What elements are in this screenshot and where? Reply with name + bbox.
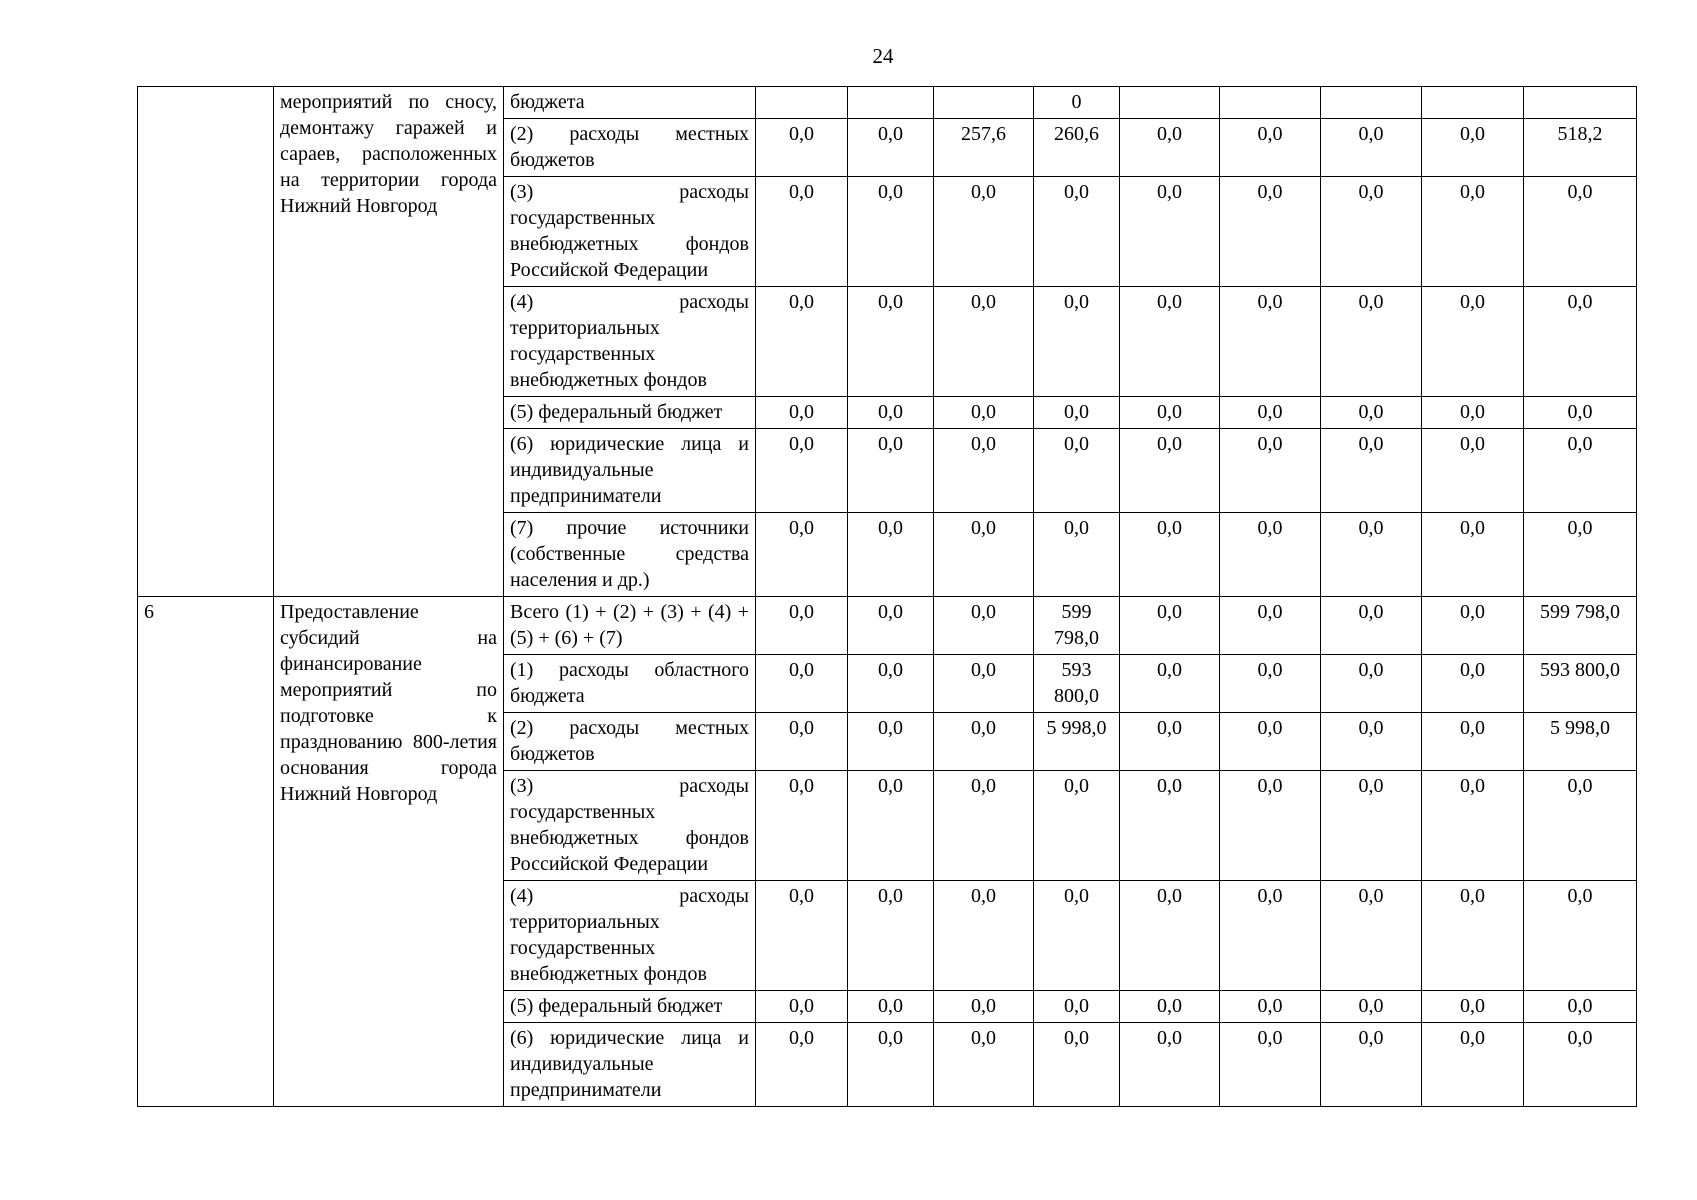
value-cell: 0,0 xyxy=(1524,429,1637,513)
value-cell: 5 998,0 xyxy=(1524,713,1637,771)
value-cell: 0,0 xyxy=(848,429,934,513)
value-cell: 0,0 xyxy=(1120,177,1220,287)
value-cell: 0,0 xyxy=(848,881,934,991)
value-cell: 0,0 xyxy=(1120,287,1220,397)
value-cell: 0,0 xyxy=(756,119,848,177)
funding-source-cell: бюджета xyxy=(504,87,756,119)
value-cell: 0,0 xyxy=(1321,119,1422,177)
value-cell: 0,0 xyxy=(1034,287,1120,397)
value-cell: 0,0 xyxy=(934,713,1034,771)
funding-source-cell: (4) расходы территориальных государственных внебюджетных фондов xyxy=(504,881,756,991)
funding-source-cell: Всего (1) + (2) + (3) + (4) + (5) + (6) + (7) xyxy=(504,597,756,655)
value-cell: 0,0 xyxy=(1034,881,1120,991)
value-cell xyxy=(848,87,934,119)
funding-source-cell: (5) федеральный бюджет xyxy=(504,991,756,1023)
value-cell: 0,0 xyxy=(1524,881,1637,991)
value-cell: 0,0 xyxy=(1321,397,1422,429)
value-cell: 0,0 xyxy=(1220,881,1321,991)
value-cell: 0,0 xyxy=(1321,177,1422,287)
funding-source-cell: (3) расходы государственных внебюджетных фондов Российской Федерации xyxy=(504,177,756,287)
value-cell: 0,0 xyxy=(1120,397,1220,429)
value-cell: 0,0 xyxy=(756,177,848,287)
funding-source-cell: (4) расходы территориальных государственных внебюджетных фондов xyxy=(504,287,756,397)
value-cell: 0,0 xyxy=(848,991,934,1023)
value-cell: 0,0 xyxy=(1120,881,1220,991)
value-cell: 0,0 xyxy=(934,397,1034,429)
value-cell: 0,0 xyxy=(1034,177,1120,287)
value-cell: 0,0 xyxy=(1524,177,1637,287)
value-cell: 260,6 xyxy=(1034,119,1120,177)
value-cell: 0,0 xyxy=(1034,991,1120,1023)
value-cell: 0,0 xyxy=(934,991,1034,1023)
value-cell: 0,0 xyxy=(1321,1023,1422,1107)
value-cell: 0,0 xyxy=(1034,397,1120,429)
value-cell: 0,0 xyxy=(1220,177,1321,287)
value-cell: 0,0 xyxy=(1321,287,1422,397)
value-cell: 0,0 xyxy=(934,429,1034,513)
value-cell: 0,0 xyxy=(756,513,848,597)
value-cell: 0,0 xyxy=(934,1023,1034,1107)
value-cell: 5 998,0 xyxy=(1034,713,1120,771)
value-cell: 599 798,0 xyxy=(1034,597,1120,655)
value-cell: 0,0 xyxy=(934,881,1034,991)
funding-source-cell: (3) расходы государственных внебюджетных фондов Российской Федерации xyxy=(504,771,756,881)
value-cell xyxy=(1120,87,1220,119)
value-cell: 0,0 xyxy=(756,397,848,429)
value-cell xyxy=(1321,87,1422,119)
value-cell: 0,0 xyxy=(848,397,934,429)
value-cell: 593 800,0 xyxy=(1524,655,1637,713)
value-cell: 0,0 xyxy=(1220,655,1321,713)
value-cell: 0,0 xyxy=(1321,597,1422,655)
value-cell: 0,0 xyxy=(756,881,848,991)
value-cell: 599 798,0 xyxy=(1524,597,1637,655)
value-cell: 0,0 xyxy=(1120,119,1220,177)
activity-name-cell: мероприятий по сносу, демонтажу гаражей и сараев, расположенных на территории города Нижний Новгород xyxy=(274,87,504,597)
value-cell: 0,0 xyxy=(934,287,1034,397)
value-cell: 0,0 xyxy=(1034,771,1120,881)
funding-source-cell: (2) расходы местных бюджетов xyxy=(504,119,756,177)
value-cell: 0,0 xyxy=(1120,513,1220,597)
table-row xyxy=(138,87,1637,119)
value-cell xyxy=(934,87,1034,119)
value-cell: 0,0 xyxy=(756,771,848,881)
value-cell: 0,0 xyxy=(1422,991,1524,1023)
value-cell: 0,0 xyxy=(1321,713,1422,771)
value-cell: 0,0 xyxy=(1524,771,1637,881)
item-number-cell xyxy=(138,87,274,597)
value-cell: 0,0 xyxy=(1220,429,1321,513)
value-cell: 0,0 xyxy=(934,655,1034,713)
value-cell: 0,0 xyxy=(1220,397,1321,429)
value-cell: 0,0 xyxy=(1120,991,1220,1023)
value-cell: 0 xyxy=(1034,87,1120,119)
value-cell: 0,0 xyxy=(848,287,934,397)
value-cell: 0,0 xyxy=(848,1023,934,1107)
page-number: 24 xyxy=(872,44,894,68)
funding-source-cell: (1) расходы областного бюджета xyxy=(504,655,756,713)
value-cell: 0,0 xyxy=(1422,771,1524,881)
value-cell: 0,0 xyxy=(934,177,1034,287)
value-cell: 0,0 xyxy=(756,597,848,655)
value-cell: 0,0 xyxy=(1422,1023,1524,1107)
value-cell: 0,0 xyxy=(756,655,848,713)
value-cell: 0,0 xyxy=(1524,397,1637,429)
budget-table xyxy=(137,86,1637,1107)
value-cell: 0,0 xyxy=(1034,513,1120,597)
value-cell: 0,0 xyxy=(848,513,934,597)
value-cell: 0,0 xyxy=(1321,429,1422,513)
value-cell xyxy=(1220,87,1321,119)
value-cell: 0,0 xyxy=(1220,597,1321,655)
value-cell: 518,2 xyxy=(1524,119,1637,177)
value-cell: 0,0 xyxy=(848,177,934,287)
value-cell: 0,0 xyxy=(1321,881,1422,991)
value-cell: 0,0 xyxy=(1321,991,1422,1023)
value-cell: 0,0 xyxy=(1524,287,1637,397)
value-cell: 0,0 xyxy=(1422,881,1524,991)
value-cell xyxy=(756,87,848,119)
table-row xyxy=(138,597,1637,655)
value-cell: 0,0 xyxy=(1220,513,1321,597)
value-cell: 0,0 xyxy=(848,119,934,177)
value-cell: 0,0 xyxy=(1220,1023,1321,1107)
value-cell: 0,0 xyxy=(756,287,848,397)
value-cell: 0,0 xyxy=(1422,655,1524,713)
value-cell: 0,0 xyxy=(1120,1023,1220,1107)
value-cell: 0,0 xyxy=(1220,119,1321,177)
value-cell: 0,0 xyxy=(1422,429,1524,513)
value-cell: 0,0 xyxy=(1422,287,1524,397)
value-cell xyxy=(1524,87,1637,119)
value-cell: 0,0 xyxy=(848,713,934,771)
value-cell: 0,0 xyxy=(1220,713,1321,771)
value-cell: 0,0 xyxy=(1120,429,1220,513)
funding-source-cell: (7) прочие источники (собственные средства населения и др.) xyxy=(504,513,756,597)
value-cell: 0,0 xyxy=(1422,713,1524,771)
value-cell: 0,0 xyxy=(848,597,934,655)
value-cell: 0,0 xyxy=(1220,287,1321,397)
value-cell: 0,0 xyxy=(1120,655,1220,713)
value-cell: 0,0 xyxy=(1422,513,1524,597)
value-cell: 0,0 xyxy=(756,991,848,1023)
value-cell: 0,0 xyxy=(1034,429,1120,513)
value-cell: 0,0 xyxy=(756,713,848,771)
value-cell: 0,0 xyxy=(1422,597,1524,655)
value-cell: 0,0 xyxy=(848,771,934,881)
value-cell: 0,0 xyxy=(1422,397,1524,429)
value-cell: 0,0 xyxy=(1034,1023,1120,1107)
value-cell: 0,0 xyxy=(756,1023,848,1107)
value-cell: 0,0 xyxy=(756,429,848,513)
value-cell: 257,6 xyxy=(934,119,1034,177)
value-cell: 0,0 xyxy=(934,513,1034,597)
value-cell: 0,0 xyxy=(848,655,934,713)
value-cell: 0,0 xyxy=(934,771,1034,881)
value-cell: 0,0 xyxy=(1120,771,1220,881)
value-cell: 0,0 xyxy=(1524,513,1637,597)
value-cell: 0,0 xyxy=(1220,991,1321,1023)
value-cell: 0,0 xyxy=(1220,771,1321,881)
funding-source-cell: (5) федеральный бюджет xyxy=(504,397,756,429)
funding-source-cell: (6) юридические лица и индивидуальные предприниматели xyxy=(504,429,756,513)
value-cell: 0,0 xyxy=(1524,1023,1637,1107)
value-cell: 593 800,0 xyxy=(1034,655,1120,713)
value-cell xyxy=(1422,87,1524,119)
item-number-cell: 6 xyxy=(138,597,274,1107)
value-cell: 0,0 xyxy=(1422,177,1524,287)
funding-source-cell: (2) расходы местных бюджетов xyxy=(504,713,756,771)
value-cell: 0,0 xyxy=(1120,597,1220,655)
value-cell: 0,0 xyxy=(1321,513,1422,597)
value-cell: 0,0 xyxy=(1321,655,1422,713)
value-cell: 0,0 xyxy=(1422,119,1524,177)
value-cell: 0,0 xyxy=(934,597,1034,655)
activity-name-cell: Предоставление субсидий на финансирование мероприятий по подготовке к празднованию 800-летия основания города Нижний Новгород xyxy=(274,597,504,1107)
value-cell: 0,0 xyxy=(1120,713,1220,771)
value-cell: 0,0 xyxy=(1321,771,1422,881)
value-cell: 0,0 xyxy=(1524,991,1637,1023)
funding-source-cell: (6) юридические лица и индивидуальные предприниматели xyxy=(504,1023,756,1107)
